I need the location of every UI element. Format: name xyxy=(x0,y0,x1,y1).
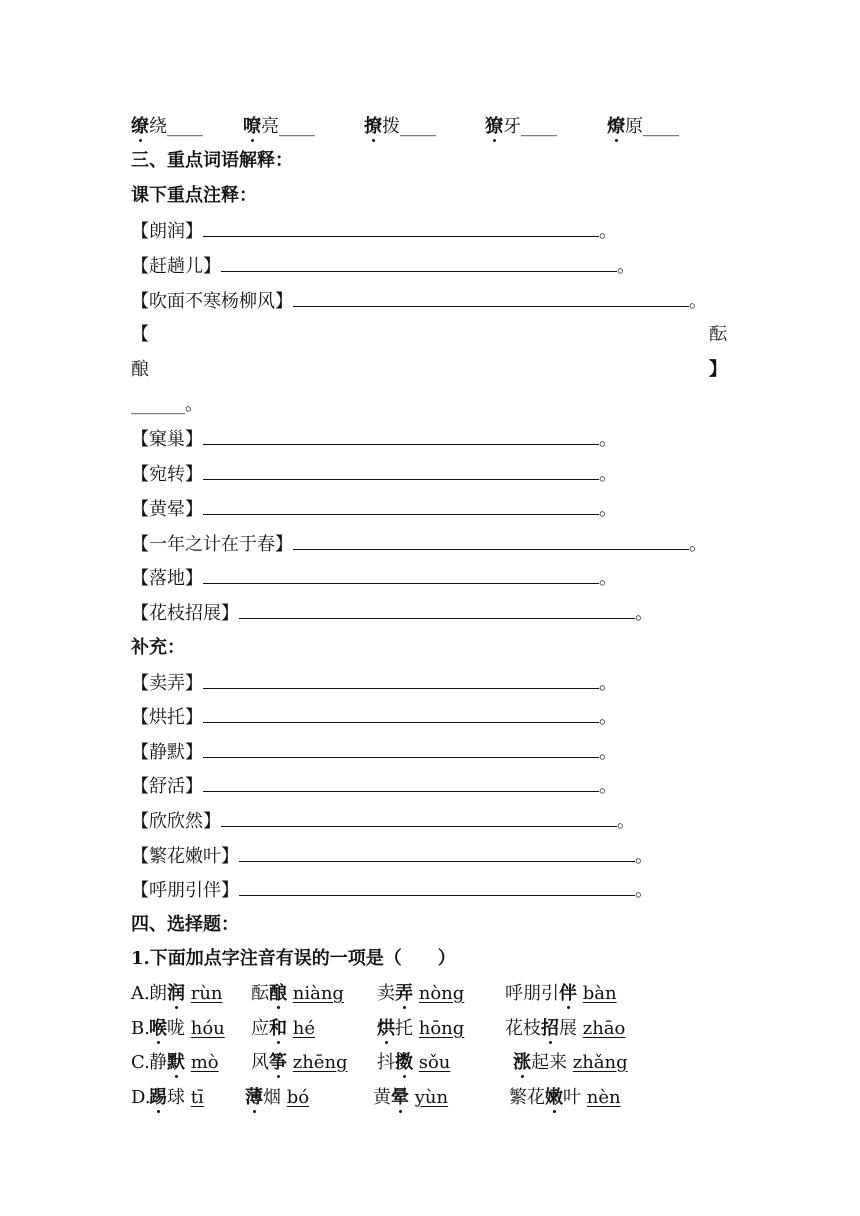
answer-blank[interactable] xyxy=(221,810,617,827)
term-label: 【吹面不寒杨柳风】 xyxy=(131,291,293,312)
term-line: 【吹面不寒杨柳风】 。 xyxy=(131,291,707,312)
term-line: 【卖弄】 。 xyxy=(131,673,617,694)
term-line: 【欣欣然】 。 xyxy=(131,811,635,832)
term-line: 【舒活】 。 xyxy=(131,776,617,797)
answer-blank[interactable] xyxy=(203,672,599,689)
answer-blank[interactable] xyxy=(293,290,689,307)
fill-item: 燎原____ xyxy=(607,116,679,137)
subheading-supplement: 补充： xyxy=(131,637,185,658)
fill-item: 嘹亮____ xyxy=(243,116,315,137)
term-split-line-3: ______。 xyxy=(131,394,203,415)
term-line: 【落地】 。 xyxy=(131,568,617,589)
answer-blank[interactable] xyxy=(203,775,599,792)
term-line: 【一年之计在于春】 。 xyxy=(131,534,707,555)
term-line: 【静默】 。 xyxy=(131,742,617,763)
term-label: 【朗润】 xyxy=(131,221,203,242)
fill-item: 撩拨____ xyxy=(364,116,436,137)
subheading-notes: 课下重点注释： xyxy=(131,185,257,206)
term-split-line-2: 酿 】 xyxy=(131,359,727,380)
term-line: 【朗润】 。 xyxy=(131,221,617,242)
term-line: 【繁花嫩叶】 。 xyxy=(131,846,653,867)
answer-blank[interactable] xyxy=(221,255,617,272)
answer-blank[interactable] xyxy=(203,428,599,445)
section-3-title: 三、重点词语解释： xyxy=(131,150,293,171)
fill-item: 獠牙____ xyxy=(485,116,557,137)
term-line: 【烘托】 。 xyxy=(131,707,617,728)
term-split-line-1: 【 酝 xyxy=(131,324,727,345)
answer-blank[interactable] xyxy=(203,706,599,723)
term-line: 【呼朋引伴】 。 xyxy=(131,880,653,901)
answer-blank[interactable] xyxy=(239,845,635,862)
question-1: 1.下面加点字注音有误的一项是（ ） xyxy=(131,948,456,969)
answer-blank[interactable] xyxy=(239,602,635,619)
answer-blank[interactable] xyxy=(203,567,599,584)
answer-blank[interactable] xyxy=(293,533,689,550)
answer-blank[interactable] xyxy=(203,741,599,758)
answer-blank[interactable] xyxy=(203,498,599,515)
fill-item: 缭绕____ xyxy=(131,116,203,137)
section-4-title: 四、选择题： xyxy=(131,914,239,935)
term-line: 【赶趟儿】 。 xyxy=(131,256,635,277)
term-line: 【花枝招展】 。 xyxy=(131,603,653,624)
term-label: 【赶趟儿】 xyxy=(131,256,221,277)
term-line: 【黄晕】 。 xyxy=(131,499,617,520)
answer-blank[interactable] xyxy=(203,220,599,237)
answer-blank[interactable] xyxy=(239,879,635,896)
term-line: 【窠巢】 。 xyxy=(131,429,617,450)
term-line: 【宛转】 。 xyxy=(131,464,617,485)
worksheet-page: 缭绕____ 嘹亮____ 撩拨____ 獠牙____ 燎原____ 三、重点词语解释： 课下重点注释： 【朗润】 。 【赶趟儿】 。 【吹面不寒杨柳风】 。 【 酝 酿 】 ______。 【窠巢】 。 【宛转】 。 【黄晕】 。 【一年之计在于春】 。 【落地】 。 【花枝招展】 。 补充： 【卖弄】 。 【烘托】 。 【静默】 。 【舒活】 。 【欣欣然】 。 【繁花嫩叶】 。 【呼朋引伴】 。 四、选择题： 1.下面加点字注音有误的一项是（ ） A. 朗润 rùn 酝酿 niàng 卖弄 nòng 呼朋引伴 bàn B. 喉咙 hóu 应和 hé 烘托 hōng 花枝招展 zhāo C. 静默 mò 风筝 zhēng 抖擞 sǒu 涨起来 zhǎng D. 踢球 tī 薄烟 bó 黄晕 yùn 繁花嫩叶 nèn xyxy=(0,0,860,1216)
answer-blank[interactable] xyxy=(203,463,599,480)
